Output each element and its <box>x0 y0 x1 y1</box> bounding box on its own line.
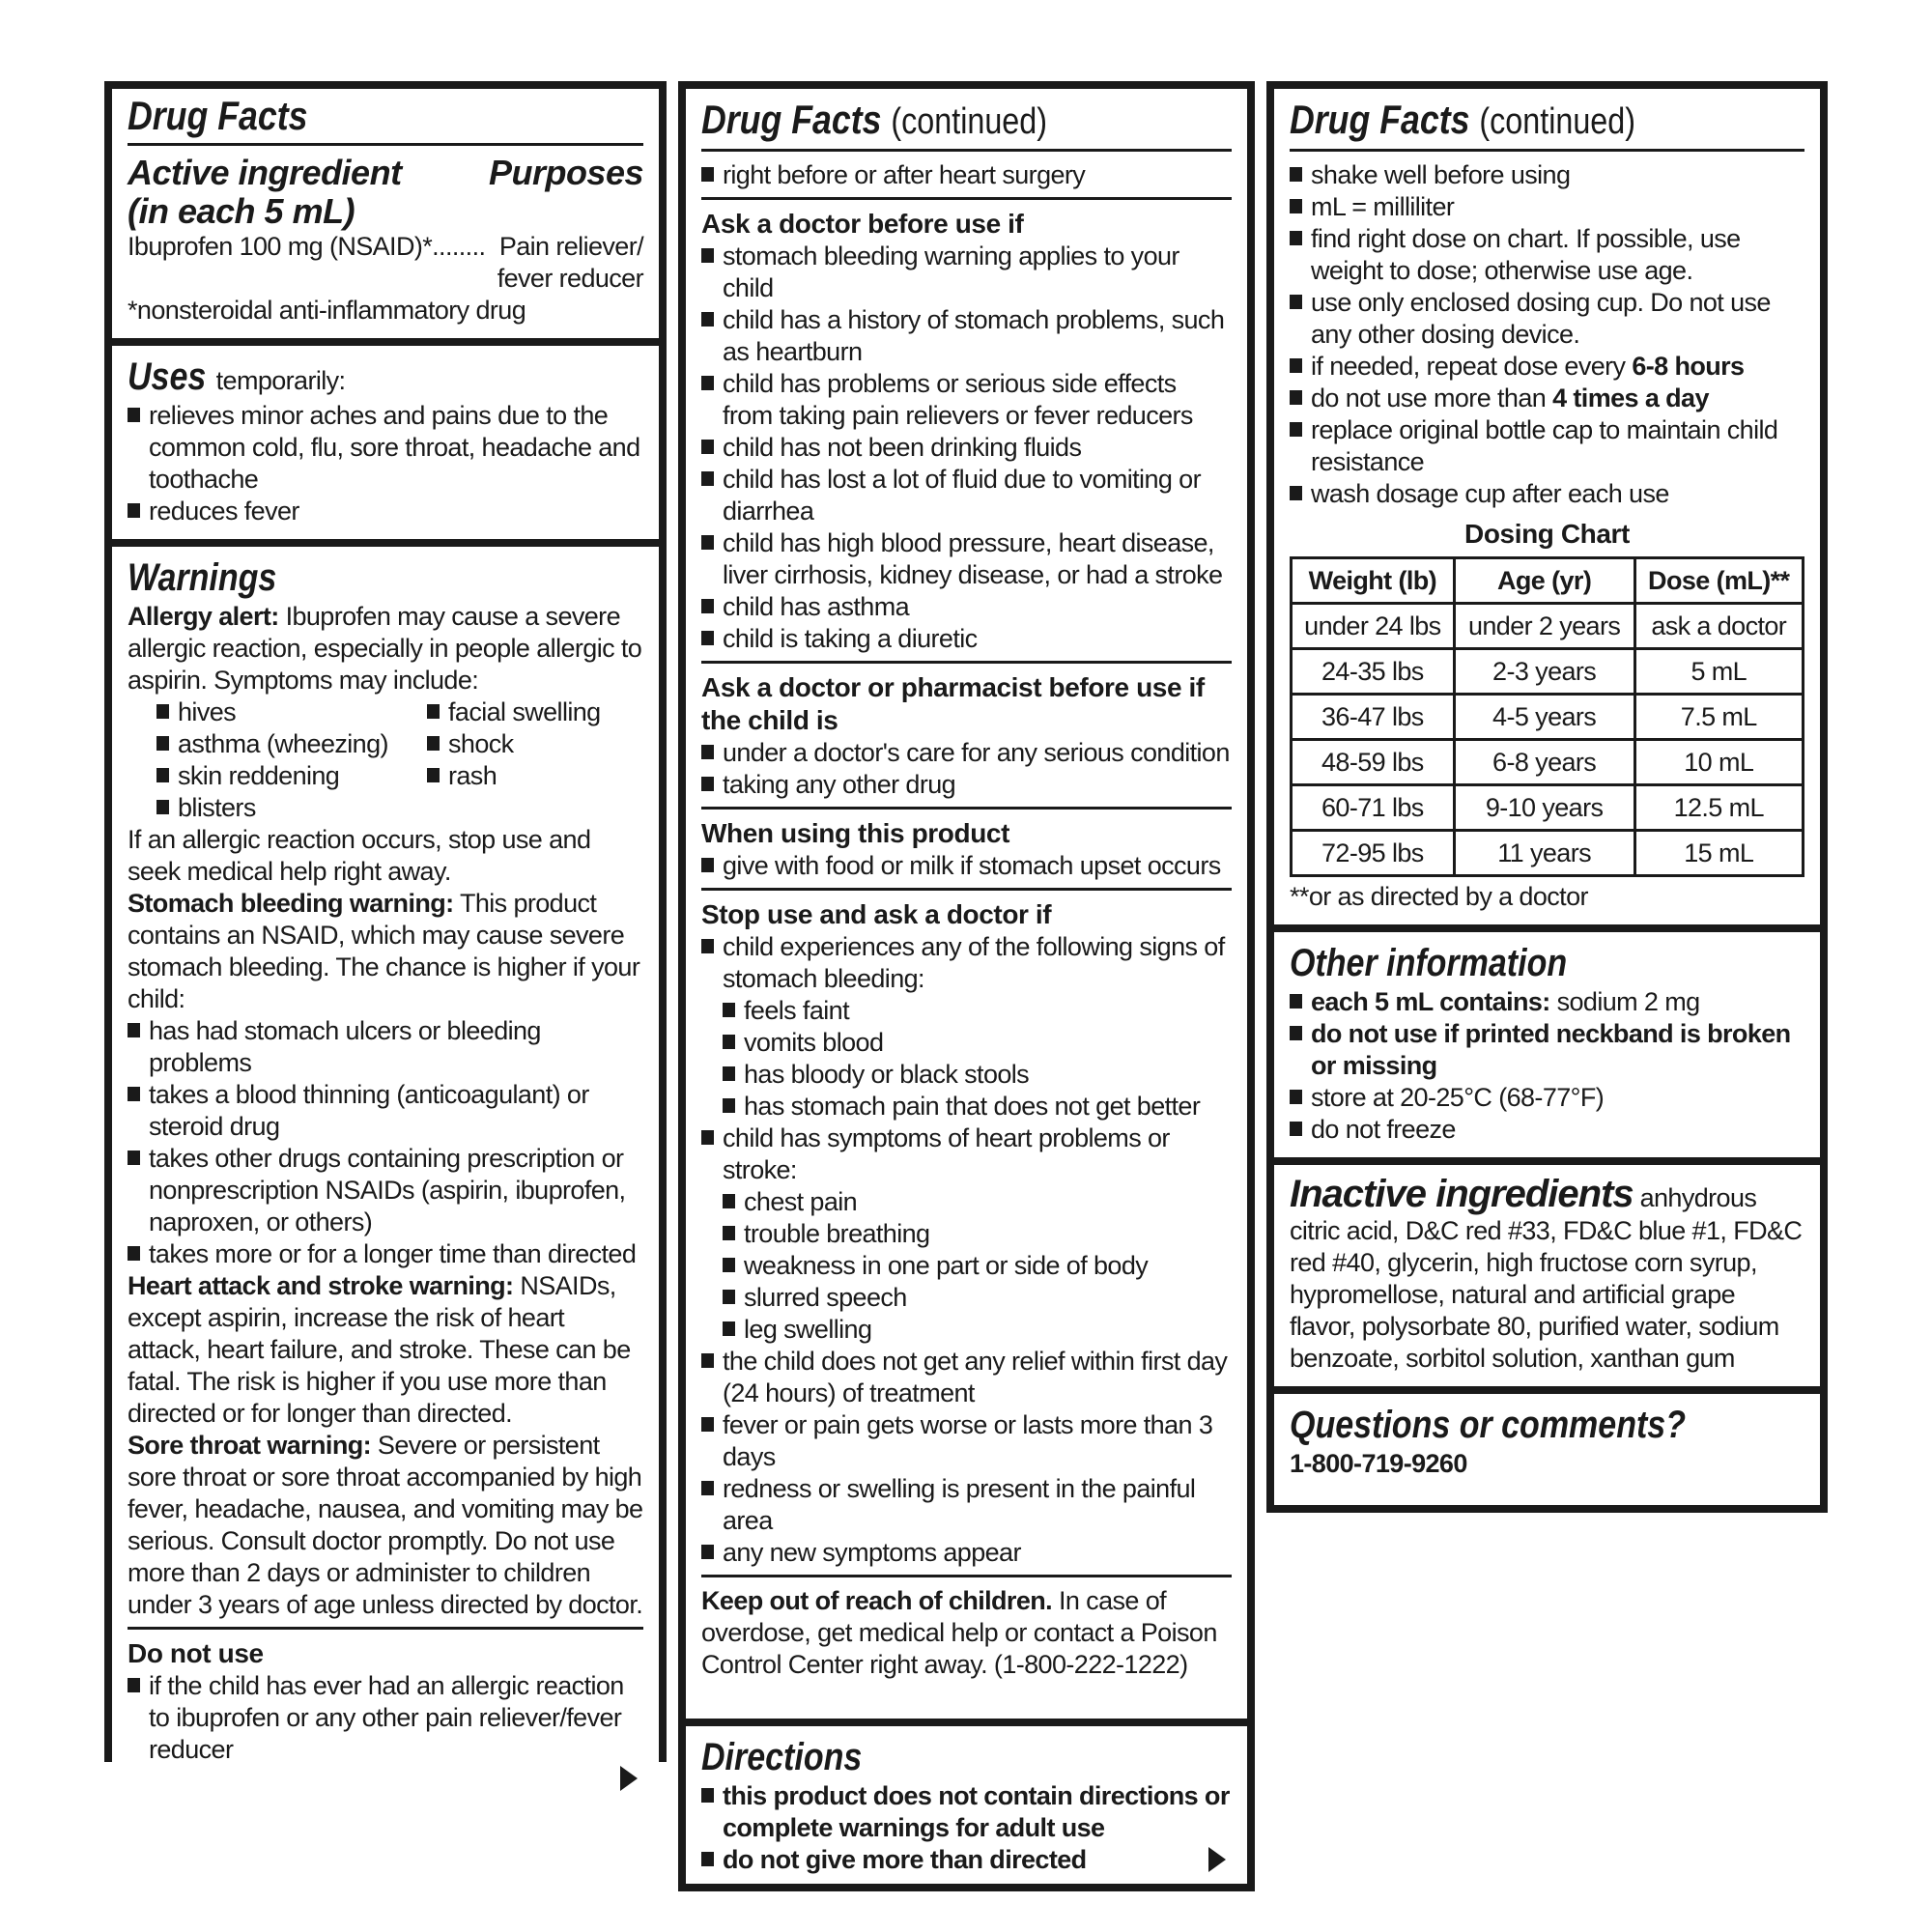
daily-limit-item: do not use more than 4 times a day <box>1290 383 1804 414</box>
table-cell: 10 mL <box>1634 740 1803 785</box>
table-cell: 2-3 years <box>1454 649 1634 695</box>
heart-stroke-warning: Heart attack and stroke warning: NSAIDs, except aspirin, increase the risk of heart attack, heart failure, and stroke. These can be fatal. The risk is higher if you use more than directed or for longer than directed. <box>128 1271 631 1428</box>
ask-doctor-item: child has high blood pressure, heart disease, liver cirrhosis, kidney disease, or had a stroke <box>701 527 1232 591</box>
warnings-panel <box>112 547 659 1803</box>
ask-pharmacist-heading: Ask a doctor or pharmacist before use if the child is <box>701 672 1205 735</box>
ask-doctor-item: child has problems or serious side effects from taking pain relievers or fever reducers <box>701 368 1232 432</box>
table-header-row <box>1292 558 1804 604</box>
allergy-alert: Allergy alert: Ibuprofen may cause a severe allergic reaction, especially in people allergic to aspirin. Symptoms may include: <box>128 602 642 695</box>
heart-sign-item: slurred speech <box>701 1282 1232 1314</box>
table-cell: 6-8 years <box>1454 740 1634 785</box>
warnings-title: Warnings <box>128 556 277 599</box>
ask-pharmacist-item: taking any other drug <box>701 769 1232 801</box>
inactive-ingredients-panel <box>1274 1165 1820 1386</box>
uses-panel <box>112 346 659 539</box>
direction-item: use only enclosed dosing cup. Do not use any other dosing device. <box>1290 287 1804 351</box>
questions-title: Questions or comments? <box>1290 1404 1686 1446</box>
stop-use-item: child has symptoms of heart problems or stroke: <box>701 1122 1232 1186</box>
symptom-item: hives <box>156 696 427 728</box>
storage-item: store at 20-25°C (68-77°F) <box>1290 1082 1804 1114</box>
purposes-heading: Purposes <box>488 153 643 192</box>
uses-item: reduces fever <box>128 496 643 527</box>
stop-use-item: any new symptoms appear <box>701 1537 1232 1569</box>
uses-title: Uses <box>128 355 207 398</box>
table-row <box>1292 785 1804 831</box>
heart-sign-item: weakness in one part or side of body <box>701 1250 1232 1282</box>
table-cell: 48-59 lbs <box>1292 740 1455 785</box>
direction-item: mL = milliliter <box>1290 191 1804 223</box>
uses-item: relieves minor aches and pains due to the common cold, flu, sore throat, headache and toothache <box>128 400 643 496</box>
ask-doctor-item: child is taking a diuretic <box>701 623 1232 655</box>
table-cell: 15 mL <box>1634 831 1803 876</box>
inactive-ingredients: Inactive ingredients anhydrous citric acid, D&C red #33, FD&C blue #1, FD&C red #40, glycerin, high fructose corn syrup, hypromellose, natural and artificial grape flavor, polysorbate 80, purified water, sodium benzoate, sorbitol solution, xanthan gum <box>1290 1173 1803 1373</box>
bleeding-sign-item: has stomach pain that does not get better <box>701 1091 1232 1122</box>
stop-use-item: redness or swelling is present in the painful area <box>701 1473 1232 1537</box>
weight-header: Weight (lb) <box>1292 558 1455 604</box>
directions-panel <box>686 1726 1247 1884</box>
ask-doctor-item: child has not been drinking fluids <box>701 432 1232 464</box>
nsaid-footnote: *nonsteroidal anti-inflammatory drug <box>128 296 526 325</box>
direction-item: shake well before using <box>1290 159 1804 191</box>
purpose-line-2: fever reducer <box>497 264 643 293</box>
allergy-instruction: If an allergic reaction occurs, stop use and seek medical help right away. <box>128 825 591 886</box>
table-cell: 36-47 lbs <box>1292 695 1455 740</box>
ask-pharmacist-item: under a doctor's care for any serious condition <box>701 737 1232 769</box>
directions-title: Directions <box>701 1736 863 1778</box>
uses-intro: temporarily: <box>215 366 346 395</box>
questions-phone: 1-800-719-9260 <box>1290 1449 1467 1478</box>
do-not-use-heading: Do not use <box>128 1638 264 1668</box>
drug-facts-column-1 <box>104 81 667 1762</box>
stop-use-item: child experiences any of the following signs of stomach bleeding: <box>701 931 1232 995</box>
bleeding-sign-item: feels faint <box>701 995 1232 1027</box>
table-cell: 5 mL <box>1634 649 1803 695</box>
stop-use-heading: Stop use and ask a doctor if <box>701 899 1052 929</box>
stomach-risk-item: takes a blood thinning (anticoagulant) or steroid drug <box>128 1079 643 1143</box>
when-using-item: give with food or milk if stomach upset occurs <box>701 850 1232 882</box>
heart-surgery-item: right before or after heart surgery <box>701 159 1232 191</box>
when-using-heading: When using this product <box>701 818 1009 848</box>
table-row <box>1292 695 1804 740</box>
drug-facts-title: Drug Facts (continued) <box>701 97 1047 142</box>
directions-continued-panel <box>1274 89 1820 924</box>
active-ingredient-panel <box>112 89 659 338</box>
dosing-chart-table <box>1290 556 1804 877</box>
direction-item: find right dose on chart. If possible, use weight to dose; otherwise use age. <box>1290 223 1804 287</box>
active-ingredient-heading: Active ingredient <box>128 153 402 192</box>
table-cell: ask a doctor <box>1634 604 1803 649</box>
directions-item: do not give more than directed <box>701 1844 1232 1876</box>
heart-sign-item: trouble breathing <box>701 1218 1232 1250</box>
table-row <box>1292 831 1804 876</box>
ask-doctor-heading: Ask a doctor before use if <box>701 209 1024 239</box>
direction-item: replace original bottle cap to maintain child resistance <box>1290 414 1804 478</box>
dosing-chart-title: Dosing Chart <box>1464 519 1630 549</box>
symptom-item: rash <box>427 760 639 792</box>
table-cell: 7.5 mL <box>1634 695 1803 740</box>
direction-item: wash dosage cup after each use <box>1290 478 1804 510</box>
table-cell: 4-5 years <box>1454 695 1634 740</box>
sodium-item: each 5 mL contains: sodium 2 mg <box>1290 986 1804 1018</box>
repeat-dose-item: if needed, repeat dose every 6-8 hours <box>1290 351 1804 383</box>
table-cell: 60-71 lbs <box>1292 785 1455 831</box>
ask-doctor-item: child has lost a lot of fluid due to vomiting or diarrhea <box>701 464 1232 527</box>
heart-sign-item: leg swelling <box>701 1314 1232 1346</box>
symptom-item: asthma (wheezing) <box>156 728 427 760</box>
stop-use-item: fever or pain gets worse or lasts more than 3 days <box>701 1409 1232 1473</box>
drug-facts-column-3 <box>1266 81 1828 1513</box>
freeze-item: do not freeze <box>1290 1114 1804 1146</box>
allergy-symptoms <box>128 696 643 824</box>
warnings-continued-panel <box>686 89 1247 1719</box>
ask-doctor-item: child has a history of stomach problems, such as heartburn <box>701 304 1232 368</box>
do-not-use-item: if the child has ever had an allergic reaction to ibuprofen or any other pain reliever/fever reducer <box>128 1670 643 1766</box>
drug-facts-title: Drug Facts <box>128 93 308 138</box>
table-row <box>1292 740 1804 785</box>
ask-doctor-item: child has asthma <box>701 591 1232 623</box>
dose-header: Dose (mL)** <box>1634 558 1803 604</box>
other-information-panel <box>1274 932 1820 1157</box>
continue-arrow-icon <box>128 1766 643 1791</box>
symptom-item: shock <box>427 728 639 760</box>
table-cell: 72-95 lbs <box>1292 831 1455 876</box>
table-cell: 11 years <box>1454 831 1634 876</box>
table-row <box>1292 604 1804 649</box>
purpose-line-1: Pain reliever/ <box>498 232 643 261</box>
bleeding-sign-item: vomits blood <box>701 1027 1232 1059</box>
neckband-item: do not use if printed neckband is broken or missing <box>1290 1018 1804 1082</box>
age-header: Age (yr) <box>1454 558 1634 604</box>
table-cell: under 2 years <box>1454 604 1634 649</box>
symptom-item: facial swelling <box>427 696 639 728</box>
ingredient-name: Ibuprofen 100 mg (NSAID)*........ <box>128 232 486 261</box>
drug-facts-title: Drug Facts (continued) <box>1290 97 1635 142</box>
sore-throat-warning: Sore throat warning: Severe or persistent sore throat or sore throat accompanied by high fever, headache, nausea, and vomiting may be serious. Consult doctor promptly. Do not use more than 2 days or administer to children under 3 years of age unless directed by doctor. <box>128 1431 643 1619</box>
dosing-footnote: **or as directed by a doctor <box>1290 882 1588 911</box>
ask-doctor-item: stomach bleeding warning applies to your child <box>701 241 1232 304</box>
symptom-item: blisters <box>156 792 427 824</box>
questions-panel <box>1274 1394 1820 1505</box>
stomach-risk-item: takes other drugs containing prescription or nonprescription NSAIDs (aspirin, ibuprofen, naproxen, or others) <box>128 1143 643 1238</box>
table-cell: 9-10 years <box>1454 785 1634 831</box>
stop-use-item: the child does not get any relief within first day (24 hours) of treatment <box>701 1346 1232 1409</box>
stomach-bleeding-warning: Stomach bleeding warning: This product contains an NSAID, which may cause severe stomach bleeding. The chance is higher if your child: <box>128 889 640 1013</box>
table-row <box>1292 649 1804 695</box>
stomach-risk-item: has had stomach ulcers or bleeding problems <box>128 1015 643 1079</box>
table-cell: 24-35 lbs <box>1292 649 1455 695</box>
symptom-item: skin reddening <box>156 760 427 792</box>
table-cell: 12.5 mL <box>1634 785 1803 831</box>
other-info-title: Other information <box>1290 942 1568 984</box>
bleeding-sign-item: has bloody or black stools <box>701 1059 1232 1091</box>
heart-sign-item: chest pain <box>701 1186 1232 1218</box>
keep-out-of-reach: Keep out of reach of children. In case of overdose, get medical help or contact a Poison Control Center right away. (1-800-222-1222) <box>701 1586 1217 1679</box>
active-ingredient-subheading: (in each 5 mL) <box>128 191 355 231</box>
stomach-risk-item: takes more or for a longer time than directed <box>128 1238 643 1270</box>
drug-facts-column-2 <box>678 81 1255 1891</box>
directions-item: this product does not contain directions or complete warnings for adult use <box>701 1780 1232 1844</box>
table-cell: under 24 lbs <box>1292 604 1455 649</box>
